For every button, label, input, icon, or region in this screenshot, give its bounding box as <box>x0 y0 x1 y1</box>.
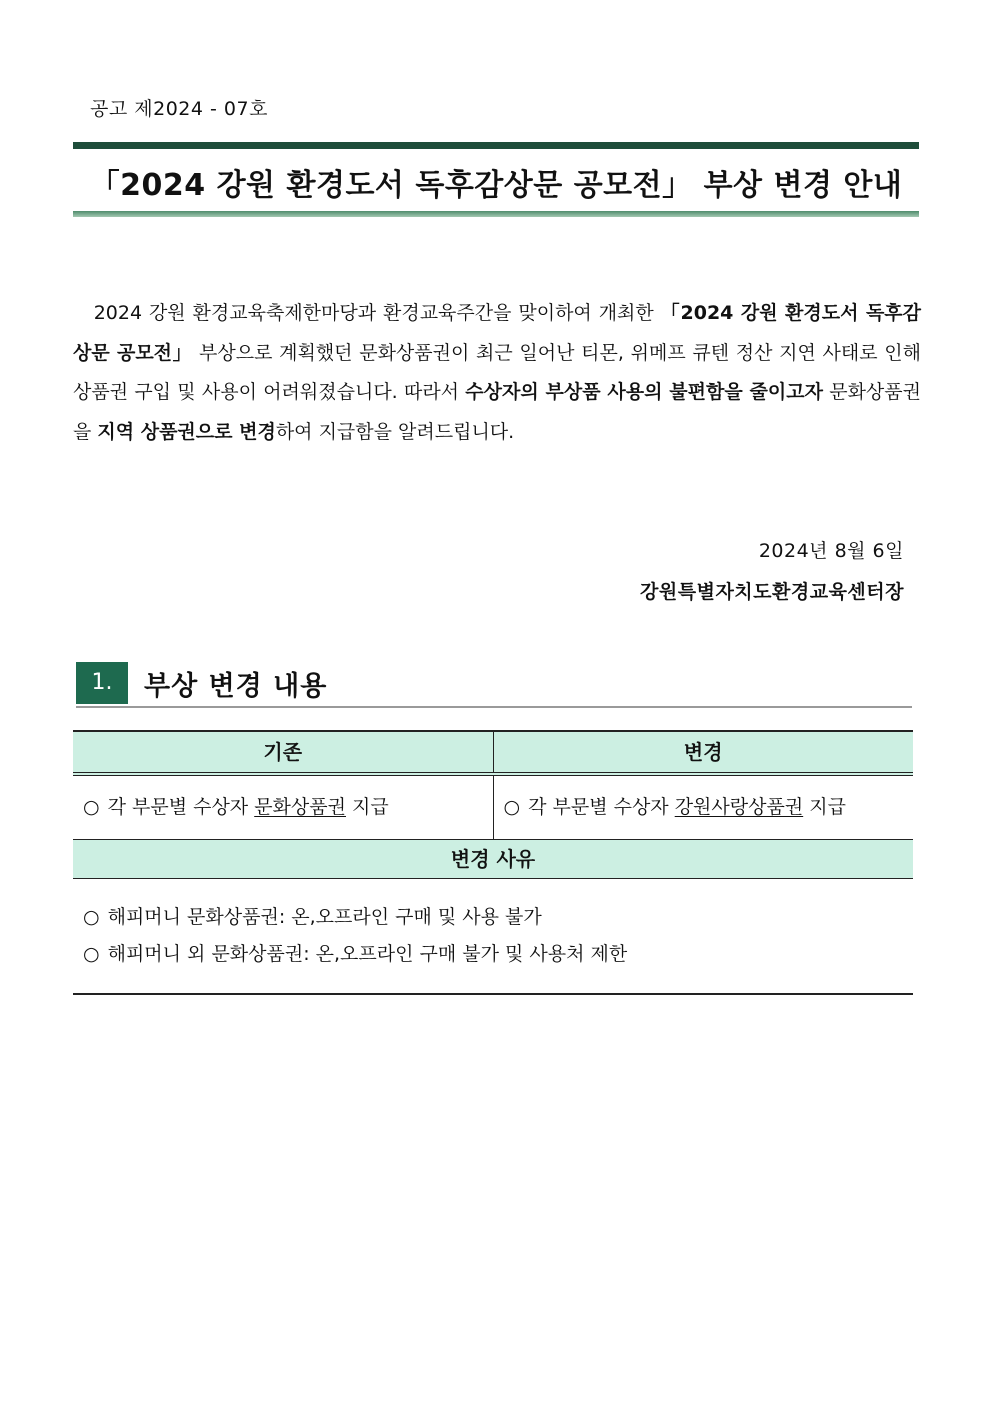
after-suffix: 지급 <box>803 796 846 818</box>
table-row <box>73 776 913 840</box>
reason-header: 변경 사유 <box>73 840 913 879</box>
body-text-2: 부상으로 계획했던 문화상품권이 최근 일어난 티몬, 위메프 큐텐 정산 지연 사태로 인해 상품권 구입 및 사용이 어려워졌습니다. 따라서 <box>73 341 921 403</box>
title-bottom-rule <box>73 211 919 217</box>
body-bold-purpose: 수상자의 부상품 사용의 불편함을 줄이고자 <box>465 381 823 403</box>
table-header-row <box>73 730 913 776</box>
cell-before <box>73 776 493 839</box>
header-after: 변경 <box>493 732 914 772</box>
list-item <box>83 936 913 973</box>
change-table <box>73 730 913 995</box>
announcement-body <box>73 294 921 452</box>
reason-text: 해피머니 외 문화상품권: 온,오프라인 구매 불가 및 사용처 제한 <box>107 943 628 965</box>
list-item <box>83 899 913 936</box>
announcement-date: 2024년 8월 6일 <box>758 540 904 562</box>
body-bold-contest-name: 「2024 강원 환경도서 독후감상문 공모전」 <box>73 302 922 364</box>
after-prefix: 각 부문별 수상자 <box>528 796 675 818</box>
header-before: 기존 <box>263 740 303 764</box>
after-voucher: 강원사랑상품권 <box>674 796 804 818</box>
notice-number: 공고 제2024 - 07호 <box>90 98 268 120</box>
bullet-circle-icon: ○ <box>83 796 100 818</box>
body-text-1: 2024 강원 환경교육축제한마당과 환경교육주간을 맞이하여 개최한 <box>93 302 661 324</box>
bullet-circle-icon: ○ <box>83 906 100 928</box>
reason-text: 해피머니 문화상품권: 온,오프라인 구매 및 사용 불가 <box>107 906 542 928</box>
bullet-circle-icon: ○ <box>503 796 521 818</box>
page-title: 「2024 강원 환경도서 독후감상문 공모전」 부상 변경 안내 <box>89 168 903 203</box>
title-top-rule <box>73 142 919 149</box>
section-number-badge: 1. <box>76 662 128 704</box>
before-suffix: 지급 <box>345 796 389 818</box>
cell-after <box>493 776 914 839</box>
issuer-name: 강원특별자치도환경교육센터장 <box>640 581 904 603</box>
before-voucher: 문화상품권 <box>254 796 346 818</box>
section-title: 부상 변경 내용 <box>144 671 328 702</box>
body-bold-change: 지역 상품권으로 변경 <box>97 420 276 443</box>
body-text-3: 문화상품권을 <box>73 381 921 443</box>
bullet-circle-icon: ○ <box>83 943 100 965</box>
reason-list <box>73 879 913 995</box>
section-heading <box>76 660 912 708</box>
body-text-4: 하여 지급함을 알려드립니다. <box>275 420 515 443</box>
before-prefix: 각 부문별 수상자 <box>107 796 255 818</box>
